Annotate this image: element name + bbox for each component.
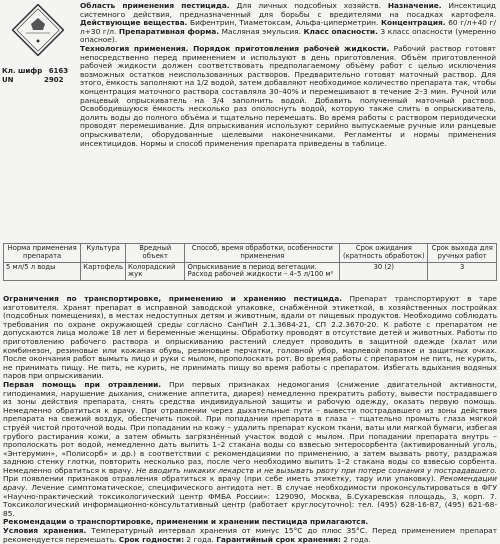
top-paragraph-segment: Назначение. <box>387 1 442 10</box>
restrictions-paragraph-segment: Ограничения по транспортировке, применению и хранению пестицида. <box>3 294 343 303</box>
first-aid-paragraph-segment: При появлении признаков отравления обратиться к врачу (при себе иметь этикетку, тару или упаковку). <box>3 474 440 484</box>
table-cell: 3 <box>428 262 497 281</box>
table-header-cell: Норма применения препарата <box>4 244 81 263</box>
storage-paragraph-segment: Срок годности: <box>118 534 185 544</box>
first-aid-paragraph-segment: Рекомендации врачу. <box>3 474 497 493</box>
technology-paragraph <box>80 45 496 148</box>
table-cell: Колорадский жук <box>126 262 185 281</box>
top-paragraph-segment: 60 г/л+40 г/л+30 г/л. <box>80 18 497 36</box>
restrictions-paragraph-segment: Препарат транспортируют в таре изготовителя. Хранят препарат в исправной заводской упаковке, снабжённой этикеткой, в хозяйственных постройках (подсобных помещениях), в местах недоступных детям и животным, вдали от пищевых продуктов. Необходимо соблюдать требования по охране окружающей среды согласно СанПиН 2.1.3684-21, СП 2.2.3670-20. К работе с препаратом не допускаются лица моложе 18 лет и беременные женщины. Обработку проводят в отсутствие детей и животных. Работы по приготовлению рабочего раствора и опрыскиванию растений следует проводить в защитной одежде (халат или комбинезон, резиновые или кожаная обувь, резиновые перчатки, головной убор, марлевой повязке и защитных очках. После окончания работ вымыть лицо и руки с мылом, прополоскать рот. Во время работы с препаратом не пить, не курить, не принимать пищу. Не пить, не курить, не принимать пищу во время работы с препаратом. Избегать вдыхания водяных паров при опрыскивании. <box>3 294 497 381</box>
table-header-cell: Вредный объект <box>126 244 185 263</box>
storage-paragraph-segment: Температурный интервал хранения от минус 15°С до плюс 35°С. Перед применением препарат рекомендуется перемешать. <box>3 526 497 544</box>
storage-paragraph-segment: 2 года. <box>184 534 217 544</box>
first-aid-paragraph-segment: Не вводить никаких лекарств и не вызывать рвоту при потере сознания у пострадавшего. <box>136 465 497 475</box>
storage-paragraph-segment: Гарантийный срок хранения: <box>216 534 341 544</box>
class-code-value: 6163 <box>48 66 69 75</box>
table-cell: 30 (2) <box>340 262 428 281</box>
table-header-cell: Срок выхода для ручных работ <box>428 244 497 263</box>
un-label: UN <box>2 75 14 84</box>
table-cell: Картофель <box>81 262 126 281</box>
application-paragraph <box>80 2 496 45</box>
left-panel <box>2 2 74 85</box>
table-cell: Опрыскивание в период вегетации. Расход рабочей жидкости – 4–5 л/100 м² <box>185 262 340 281</box>
table-body <box>4 262 497 281</box>
hazard-diamond-icon <box>12 4 64 56</box>
un-code-value: 2902 <box>43 75 64 84</box>
first-aid-paragraph-segment: Лечение симптоматическое, специфического антидота нет. В случае необходимости проконсультироваться в ФГУ «Научно-практический токсикологический центр ФМБА России»: 129090, Москва, Б.Сухаревская площадь, 3, корп. 7. Токсикологический информационно-консультативный центр (работает круглосуточно): тел. (495) 628-16-87, (495) 621-68-85. <box>3 483 497 518</box>
intro-column <box>80 2 496 148</box>
top-paragraph-segment: Область применения пестицида. <box>80 1 230 10</box>
table-header-cell: Срок ожидания (кратность обработок) <box>340 244 428 263</box>
table-row <box>4 262 497 281</box>
first-aid-paragraph-segment: Первая помощь при отравлении. <box>3 379 162 389</box>
main-text <box>3 295 497 544</box>
first-aid-paragraph-segment: При первых признаках недомогания (снижение двигательной активности, гиподинамия, нарушение дыхания, снижение аппетита, диарея) немедленно прекратить работу, вывести пострадавшего из зоны действия препарата, снять средства индивидуальной защиты и рабочую одежду, оказать первую помощь. Немедленно обратиться к врачу. При отравлении через дыхательные пути – вывести пострадавшего из зоны действия препарата на свежий воздух, обеспечить покой. При попадании препарата в глаза – тщательно промыть глаза мягкой струёй чистой проточной воды. При попадании на кожу – удалить препарат куском ткани, ваты или мягкой бумаги, избегая грубого растирания кожи, а затем обмыть загрязнённый участок водой с мылом. При попадании препарата внутрь – прополоскать рот водой, немедленно дать выпить 1–2 стакана воды со взвесью энтеросорбента (активированный уголь, «Энтерумин», «Полисорб» и др.) в соответствии с рекомендациями по применению, а затем вызвать рвоту, раздражая заднюю стенку глотки, повторить несколько раз, после чего необходимо выпить 1–2 стакана воды со взвесью сорбента. Немедленно обратиться к врачу. <box>3 379 497 475</box>
top-paragraph-segment: Класс опасности. <box>303 26 378 36</box>
transport-paragraph-segment: Рекомендации о транспортировке, применении и хранении пестицида прилагаются. <box>3 517 369 527</box>
table-header-row <box>4 244 497 263</box>
table-header-cell: Способ, время обработки, особенности применения <box>185 244 340 263</box>
storage-paragraph <box>3 527 497 544</box>
technology-paragraph-segment: Рабочий раствор готовят непосредственно перед применением и используют в день приготовления. Объём приготовленной рабочей жидкости должен соответствовать предполагаемому объёму работ с целью исключения возможных остатков неиспользованных растворов. Предварительно готовят маточный раствор. Для этого, ёмкость заполняют на 1/2 водой, затем добавляют необходимое количество препарата так, чтобы концентрация маточного раствора составляла 30–40% и перемешивают в течение 2–3 мин. Ручной или ранцевый опрыскиватель на 3/4 заполнить водой. Добавить полученный маточный раствор. Освободившуюся ёмкость несколько раз ополоснуть водой, которую также слить в опрыскиватель, долить воды до полного объёма и тщательно перемешать. Во время работы с раствором периодически проводят перемешивание. Для опрыскивания используют серийно выпускаемые ручные или ранцевые опрыскиватели, оборудованные щелевыми наконечниками. Регламенты и нормы применения инсектицидов. Нормы и способ применения препарата приведены в таблице. <box>80 43 496 148</box>
top-paragraph-segment: Бифентрин, Тиаметоксам, Альфа-циперметрин. <box>187 18 381 28</box>
top-paragraph-segment: 3 класс опасности (умеренно опасное). <box>80 26 496 45</box>
top-paragraph-segment: Инсектицид системного действия, предназначенный для борьбы с вредителями на посадках картофеля. <box>80 1 496 19</box>
regulations-table <box>3 243 497 281</box>
top-paragraph-segment: Для личных подсобных хозяйств. <box>229 1 388 10</box>
top-paragraph-segment: Масляная эмульсия. <box>219 26 304 36</box>
storage-paragraph-segment: 2 года. <box>340 534 371 544</box>
first-aid-paragraph <box>3 381 497 519</box>
top-paragraph-segment: Действующие вещества. <box>80 18 188 28</box>
restrictions-paragraph <box>3 295 497 381</box>
class-code-label: Кл. шифр <box>2 66 43 75</box>
technology-paragraph-segment: Технология применения. Порядок приготовления рабочей жидкости. <box>80 43 390 53</box>
storage-paragraph-segment: Условия хранения. <box>3 526 87 536</box>
class-code-block <box>2 67 74 85</box>
top-paragraph-segment: Концентрация. <box>380 18 446 28</box>
table-cell: 5 мл/5 л воды <box>4 262 81 281</box>
regulations-table-wrap <box>3 241 497 283</box>
table-header-cell: Культура <box>81 244 126 263</box>
top-paragraph-segment: Препаративная форма. <box>118 26 220 36</box>
